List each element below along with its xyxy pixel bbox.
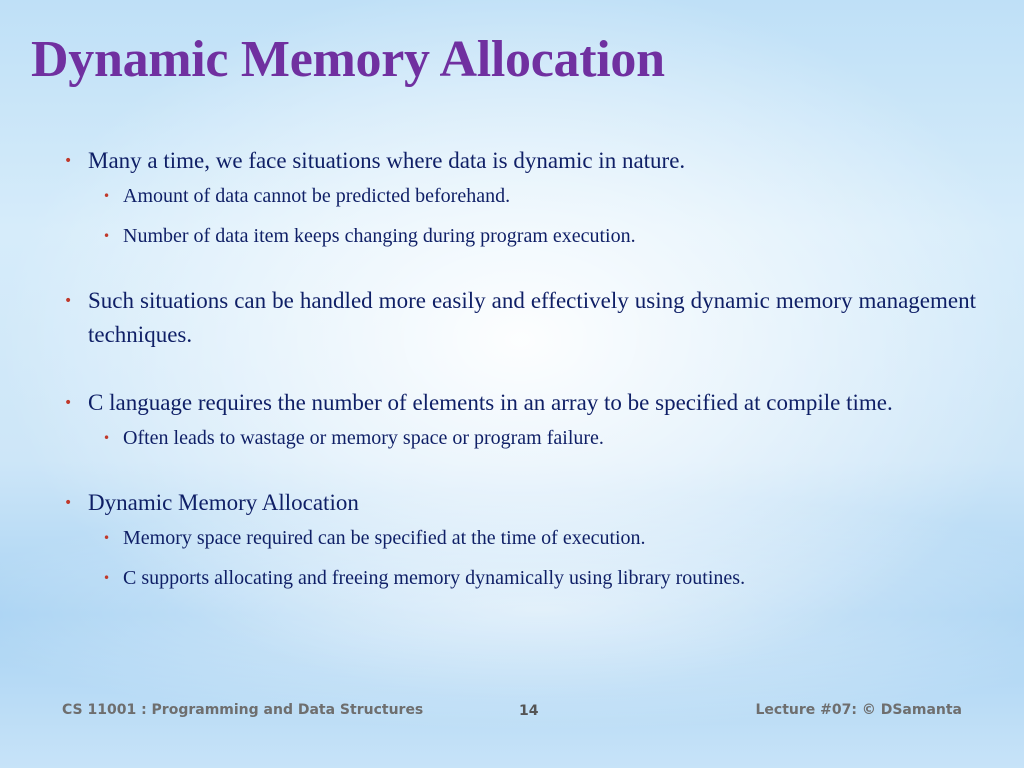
bullet-text: Dynamic Memory Allocation: [88, 490, 359, 515]
bullet-item: [62, 486, 976, 520]
sub-bullet-item: [62, 524, 976, 552]
footer-lecture: Lecture #07: © DSamanta: [755, 702, 962, 718]
bullet-item: [62, 144, 976, 178]
bullet-dot-icon: •: [64, 395, 73, 411]
bullet-text: Many a time, we face situations where data is dynamic in nature.: [88, 148, 686, 173]
sub-bullet-text: Memory space required can be specified at the time of execution.: [123, 527, 646, 549]
sub-bullet-text: C supports allocating and freeing memory dynamically using library routines.: [123, 567, 746, 589]
bullet-item: [62, 284, 976, 352]
bullet-dot-icon: •: [103, 229, 111, 243]
bullet-dot-icon: •: [103, 189, 111, 203]
bullet-item: [62, 386, 976, 420]
footer-page-number: 14: [519, 703, 539, 719]
bullet-dot-icon: •: [103, 431, 111, 445]
sub-bullet-text: Number of data item keeps changing during program execution.: [123, 225, 636, 247]
footer-course: CS 11001 : Programming and Data Structures: [62, 702, 424, 718]
sub-bullet-item: [62, 564, 976, 592]
bullet-dot-icon: •: [64, 293, 73, 309]
sub-bullet-item: [62, 222, 976, 250]
bullet-dot-icon: •: [103, 571, 111, 585]
bullet-dot-icon: •: [64, 495, 73, 511]
slide-content: [62, 144, 976, 592]
sub-bullet-text: Amount of data cannot be predicted beforehand.: [123, 185, 511, 207]
sub-bullet-item: [62, 182, 976, 210]
bullet-dot-icon: •: [64, 153, 73, 169]
sub-bullet-item: [62, 424, 976, 452]
bullet-text: Such situations can be handled more easily and effectively using dynamic memory management techniques.: [88, 288, 976, 347]
sub-bullet-text: Often leads to wastage or memory space or program failure.: [123, 427, 604, 449]
slide-title: Dynamic Memory Allocation: [31, 31, 665, 88]
bullet-text: C language requires the number of elements in an array to be specified at compile time.: [88, 390, 893, 415]
bullet-dot-icon: •: [103, 531, 111, 545]
